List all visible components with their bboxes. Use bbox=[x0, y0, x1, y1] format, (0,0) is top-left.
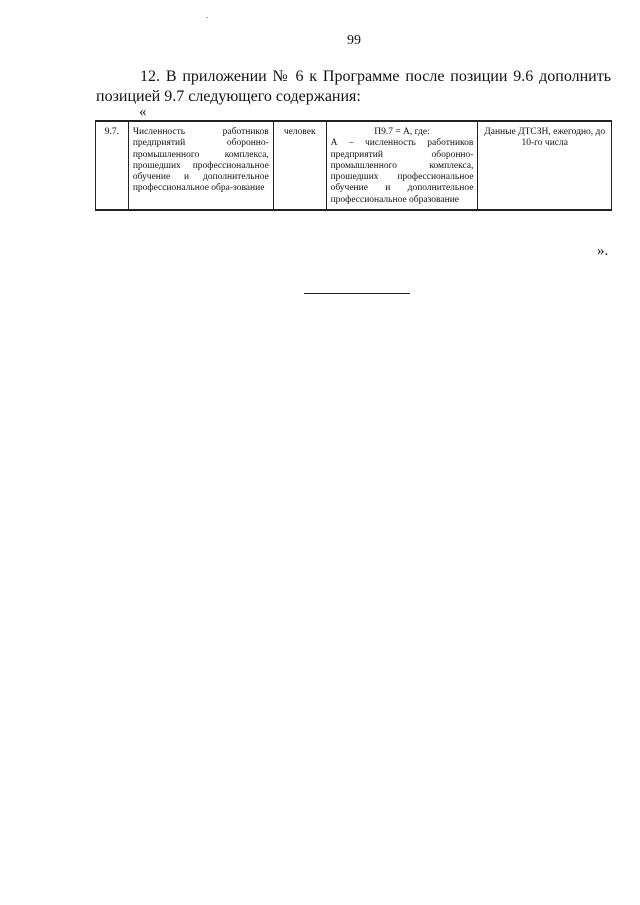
end-divider bbox=[304, 293, 410, 294]
table-row bbox=[96, 121, 612, 210]
closing-quote: ». bbox=[597, 243, 609, 259]
scan-speck bbox=[206, 17, 208, 18]
unit-of-measure: человек bbox=[273, 121, 326, 210]
formula-description: А – численность работников предприятий оборонно-промышленного комплекса, прошедших профессиональное обучение и дополнительное профессиональное образование bbox=[330, 138, 474, 205]
formula-cell bbox=[326, 121, 478, 210]
opening-quote: « bbox=[139, 104, 147, 120]
amendment-paragraph bbox=[96, 67, 611, 107]
row-number: 9.7. bbox=[96, 121, 129, 210]
paragraph-line-1: 12. В приложении № 6 к Программе после позиции 9.6 дополнить bbox=[140, 68, 611, 85]
data-source: Данные ДТСЗН, ежегодно, до 10-го числа bbox=[478, 121, 612, 210]
indicator-table bbox=[95, 120, 612, 211]
formula-title: П9.7 = А, где: bbox=[374, 127, 430, 137]
page-number: 99 bbox=[347, 33, 361, 48]
paragraph-line-2: позицией 9.7 следующего содержания: bbox=[96, 88, 361, 105]
indicator-name: Численность работников предприятий оборонно-промышленного комплекса, прошедших профессиональное обучение и дополнительное профессиональное обра-зование bbox=[128, 121, 273, 210]
